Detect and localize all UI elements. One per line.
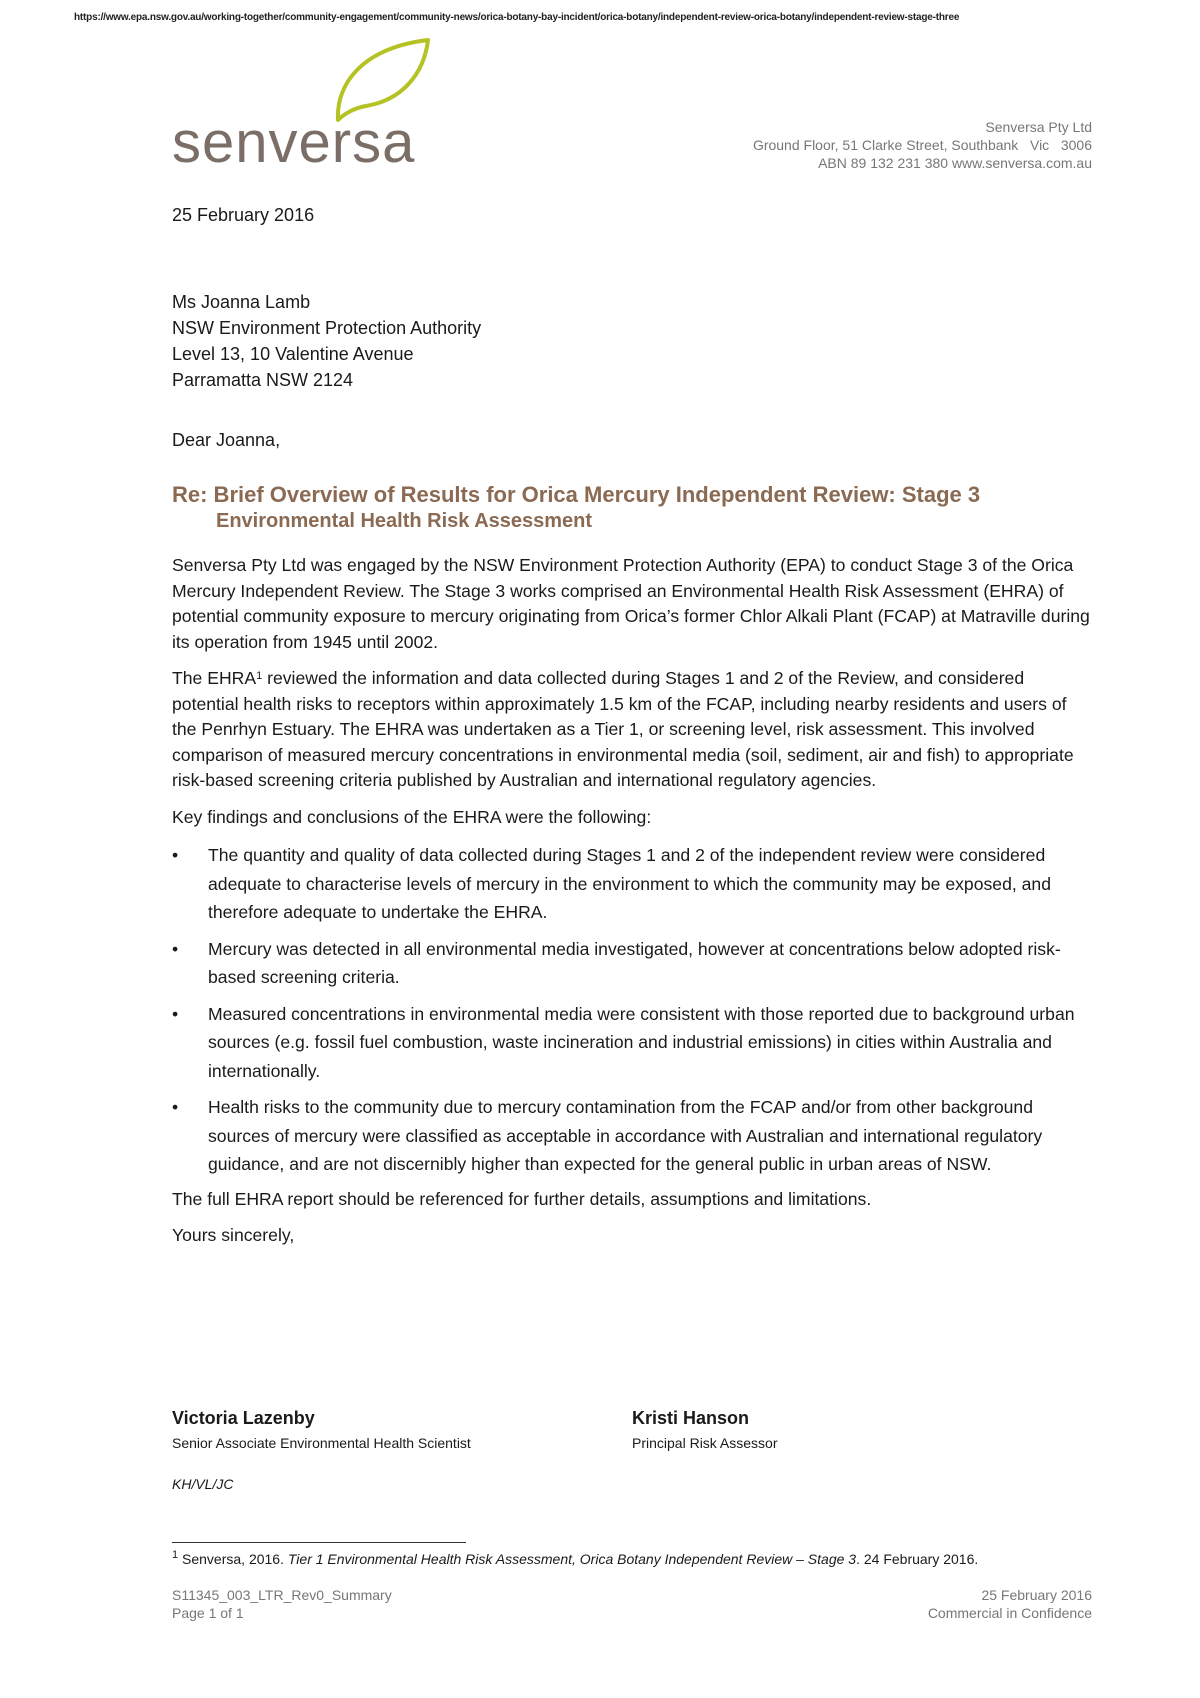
subject-heading [172,482,980,534]
paragraph-2 [172,666,1092,794]
bullet: • [172,1003,179,1024]
findings-list [172,841,1092,1179]
confidentiality-notice: Commercial in Confidence [927,1605,1092,1621]
footer-left [172,1586,392,1622]
recipient-address [172,289,481,393]
footnote-divider [172,1542,466,1543]
paragraph-2-rest: reviewed the information and data collected during Stages 1 and 2 of the Review, and considered potential health risks to receptors within approximately 1.5 km of the FCAP, including nearby residents and users of the Penrhyn Estuary. The EHRA was undertaken as a Tier 1, or screening level, risk assessment. This involved comparison of measured mercury concentrations in environmental media (soil, sediment, air and fish) to appropriate risk-based screening criteria published by Australian and international regulatory agencies. [172,668,1074,790]
signatory-2-role: Principal Risk Assessor [632,1435,778,1451]
footer-date: 25 February 2016 [981,1587,1092,1603]
footnote: $^1$ Senversa, 2016. Tier 1 Environmental Health Risk Assessment, Orica Botany Independent Review – Stage 3. 24 February 2016. [172,1549,979,1567]
footnote-title: Tier 1 Environmental Health Risk Assessment, Orica Botany Independent Review – Stage 3 [287,1551,857,1567]
bullet: • [172,1097,179,1117]
document-id: S11345_003_LTR_Rev0_Summary [172,1587,392,1603]
subject-line-1: Re: Brief Overview of Results for Orica Mercury Independent Review: Stage 3 [172,482,981,507]
footer-right [928,1586,1092,1622]
greeting: Dear Joanna, [172,430,281,450]
footnote-number: 1 [172,1549,179,1561]
letter-date: 25 February 2016 [172,205,315,225]
bullet: • [172,845,179,865]
reference-initials: KH/VL/JC [172,1476,234,1492]
company-name: Senversa Pty Ltd [985,119,1092,135]
page-number: Page 1 of 1 [172,1605,244,1621]
list-item: • The quantity and quality of data collected during Stages 1 and 2 of the independent review were considered adequate to characterise levels of mercury in the environment to which the community may be exposed, and therefore adequate to undertake the EHRA. [172,841,1092,927]
list-item: • Mercury was detected in all environmental media investigated, however at concentrations below adopted risk-based screening criteria. [172,935,1092,992]
recipient-street: Level 13, 10 Valentine Avenue [172,344,414,364]
logo-wordmark: senversa [172,110,416,175]
footnote-ref: 1 [256,670,263,682]
signatory-2 [632,1408,778,1451]
recipient-org: NSW Environment Protection Authority [172,318,482,338]
paragraph-1: Senversa Pty Ltd was engaged by the NSW Environment Protection Authority (EPA) to conduct Stage 3 of the Orica Mercury Independent Review. The Stage 3 works comprised an Environmental Health Risk Assessment (EHRA) of potential community exposure to mercury originating from Orica’s former Chlor Alkali Plant (FCAP) at Matraville during its operation from 1945 until 2002. [172,555,1090,652]
list-item: • Measured concentrations in environmental media were consistent with those reported due to background urban sources (e.g. fossil fuel combustion, waste incineration and industrial emissions) in cities within Australia and internationally. [172,1000,1092,1086]
recipient-city: Parramatta NSW 2124 [172,370,354,390]
company-details [753,118,1092,172]
subject-line-2: Environmental Health Risk Assessment [216,510,593,532]
recipient-name: Ms Joanna Lamb [172,292,311,312]
letter-body [172,553,1092,1260]
signatory-2-name: Kristi Hanson [632,1408,750,1428]
paragraph-4: The full EHRA report should be referenced for further details, assumptions and limitations. [172,1188,872,1209]
company-address: Ground Floor, 51 Clarke Street, Southbank Vic 3006 [752,137,1092,153]
bullet: • [172,938,179,959]
paragraph-3: Key findings and conclusions of the EHRA were the following: [172,806,652,827]
closing: Yours sincerely, [172,1225,295,1245]
company-abn: ABN 89 132 231 380 www.senversa.com.au [818,155,1092,171]
signatory-1-role: Senior Associate Environmental Health Scientist [172,1435,471,1451]
paragraph-2-lead: The EHRA [172,668,257,688]
senversa-logo [172,34,472,174]
list-item: • Health risks to the community due to mercury contamination from the FCAP and/or from other background sources of mercury were classified as acceptable in accordance with Australian and international regulatory guidance, and are not discernibly higher than expected for the general public in urban areas of NSW. [172,1093,1092,1179]
signatory-1 [172,1408,471,1451]
source-url: https://www.epa.nsw.gov.au/working-together/community-engagement/community-news/orica-botany-bay-incident/orica-botany/independent-review-orica-botany/independent-review-stage-three [74,12,960,23]
signatory-1-name: Victoria Lazenby [172,1408,315,1428]
